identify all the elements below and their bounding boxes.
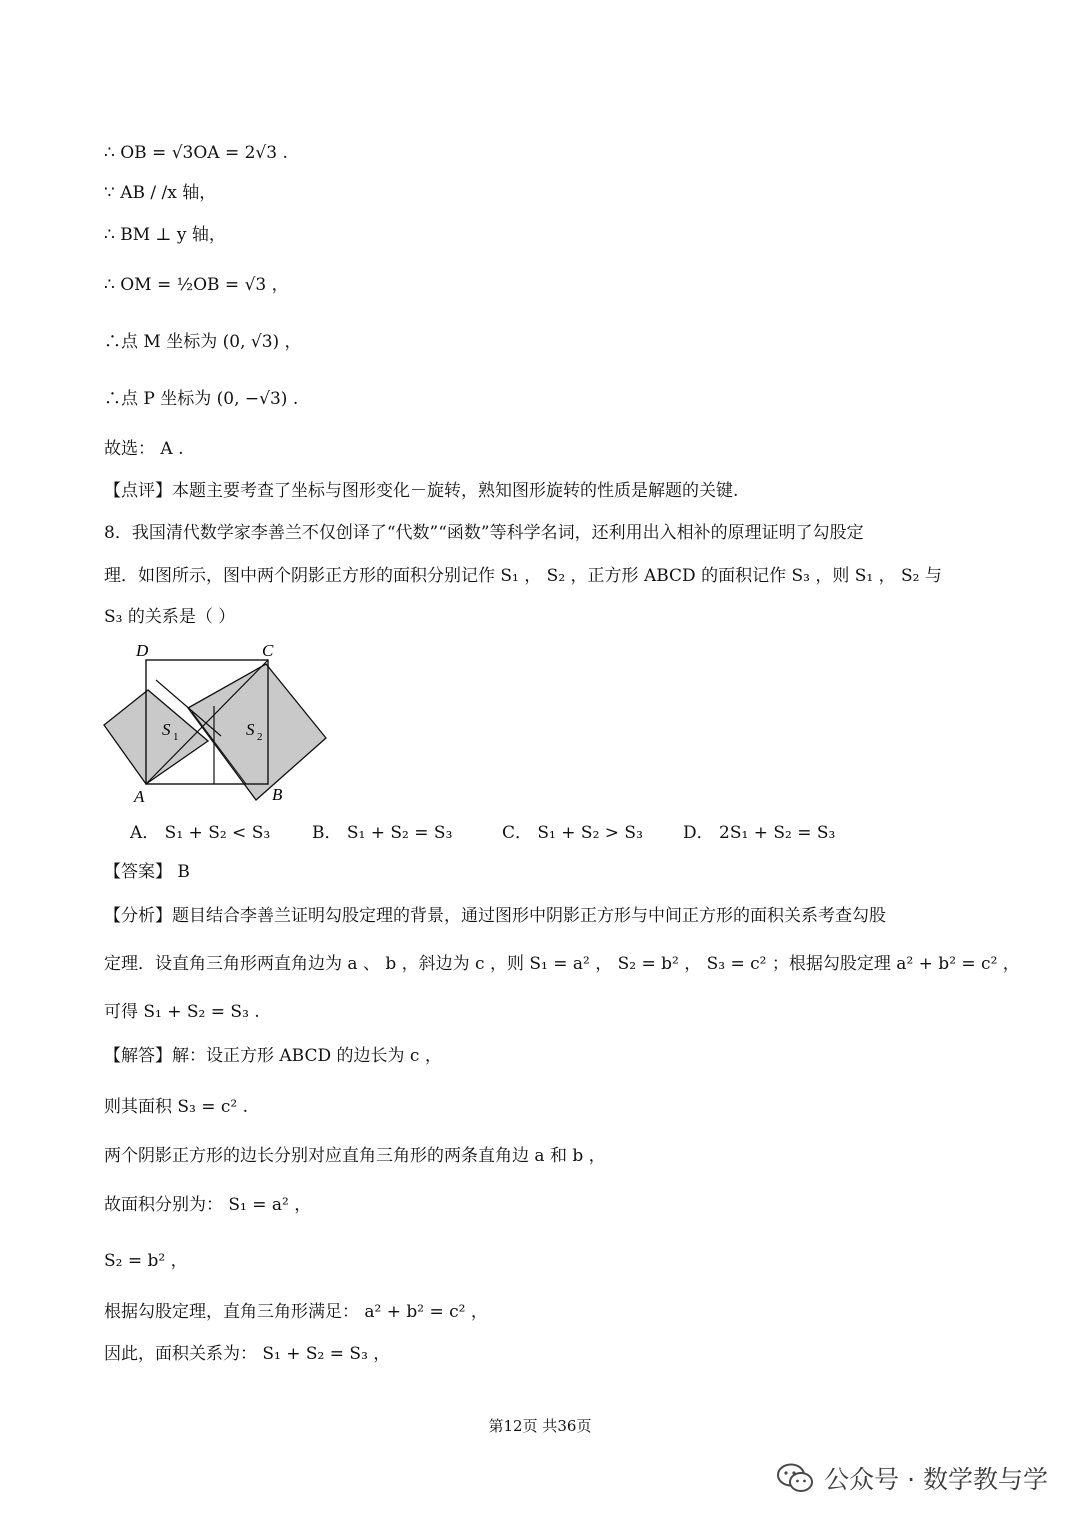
comment-line: 【点评】本题主要考查了坐标与图形变化－旋转，熟知图形旋转的性质是解题的关键. <box>104 481 739 501</box>
option-b: B． S₁ + S₂ = S₃ <box>312 823 453 843</box>
label-s2: S <box>246 720 255 739</box>
solution-line: 故面积分别为： S₁ = a² ， <box>104 1195 312 1215</box>
option-d: D． 2S₁ + S₂ = S₃ <box>683 823 836 843</box>
option-a: A． S₁ + S₂ < S₃ <box>130 823 271 843</box>
label-a: A <box>134 787 145 806</box>
text-line: ∴点 M 坐标为 (0, √3) ， <box>104 332 302 352</box>
solution-line: 根据勾股定理，直角三角形满足： a² + b² = c² ， <box>104 1302 488 1322</box>
question-line: 理．如图所示，图中两个阴影正方形的面积分别记作 S₁ ， S₂ ，正方形 ABCD 的面积记作 S₃ ，则 S₁ ， S₂ 与 <box>104 566 942 586</box>
solution-line: 两个阴影正方形的边长分别对应直角三角形的两条直角边 a 和 b ， <box>104 1146 606 1166</box>
label-b: B <box>272 785 283 804</box>
text-line: ∴点 P 坐标为 (0, −√3) . <box>104 389 299 409</box>
text-line: ∵ AB / /x 轴， <box>104 183 217 203</box>
answer-options <box>130 818 890 842</box>
watermark-text: 公众号 · 数学教与学 <box>824 1465 1048 1494</box>
label-d: D <box>136 641 149 660</box>
text-line: ∴ OB = √3OA = 2√3 . <box>104 143 288 163</box>
solution-line: 因此，面积关系为： S₁ + S₂ = S₃ ， <box>104 1344 391 1364</box>
solution-line: 【解答】解：设正方形 ABCD 的边长为 c ， <box>104 1046 442 1066</box>
label-c: C <box>262 641 274 660</box>
text-line: 故选： A . <box>104 439 184 459</box>
label-s2-sub: 2 <box>257 731 263 743</box>
solution-line: S₂ = b² ， <box>104 1251 188 1271</box>
answer-line: 【答案】 B <box>104 862 190 882</box>
text-line: ∴ OM = ½OB = √3 ， <box>104 275 289 295</box>
wechat-watermark <box>776 1458 1048 1498</box>
label-s1-sub: 1 <box>173 731 179 743</box>
wechat-icon <box>776 1462 814 1494</box>
question-line: 8．我国清代数学家李善兰不仅创译了“代数”“函数”等科学名词，还利用出入相补的原理证明了勾股定 <box>104 523 864 543</box>
question-line: S₃ 的关系是（ ） <box>104 607 236 627</box>
analysis-line: 定理．设直角三角形两直角边为 a 、 b ，斜边为 c ，则 S₁ = a² ， S₂ = b² ， S₃ = c² ；根据勾股定理 a² + b² = c² ， <box>104 954 1020 974</box>
text-line: ∴ BM ⊥ y 轴， <box>104 225 226 245</box>
solution-line: 则其面积 S₃ = c² . <box>104 1097 249 1117</box>
page-number: 第12页 共36页 <box>488 1417 592 1435</box>
option-c: C． S₁ + S₂ > S₃ <box>502 823 643 843</box>
analysis-line: 【分析】题目结合李善兰证明勾股定理的背景，通过图形中阴影正方形与中间正方形的面积关系考查勾股 <box>104 906 886 926</box>
label-s1: S <box>162 720 171 739</box>
analysis-line: 可得 S₁ + S₂ = S₃ . <box>104 1002 260 1022</box>
geometry-figure <box>96 638 336 808</box>
